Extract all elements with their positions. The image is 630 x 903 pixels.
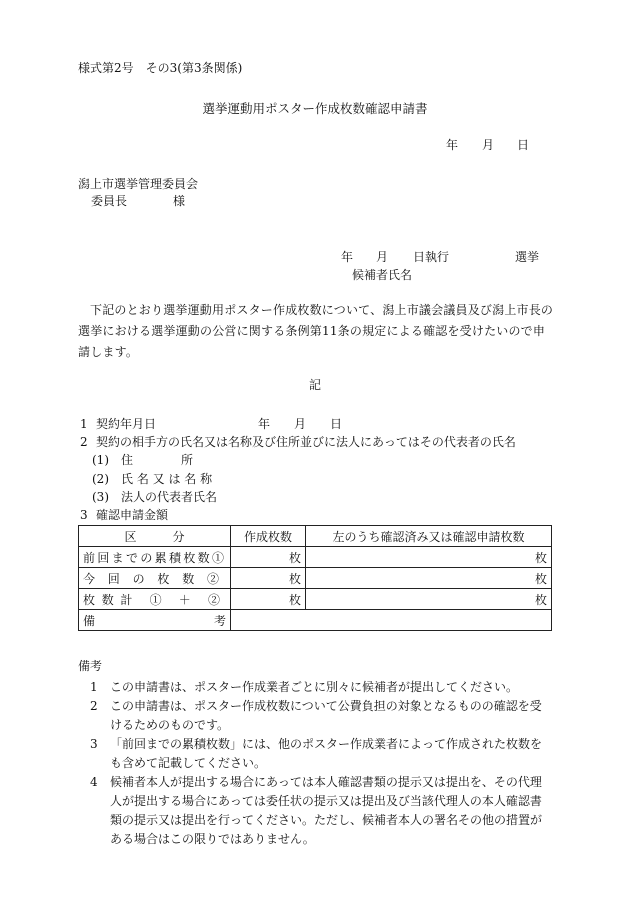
- row-label: 前回までの累積枚数①: [79, 547, 231, 568]
- unit-cell[interactable]: 枚: [306, 568, 552, 589]
- election-year: 年: [341, 250, 354, 264]
- contract-year: 年: [258, 417, 271, 431]
- table-row-remarks: [79, 610, 552, 631]
- item-number: 3: [80, 508, 88, 522]
- table-row: [79, 547, 552, 568]
- row-label: 枚数計 ① ＋ ②: [79, 589, 231, 610]
- header-category: 区 分: [79, 526, 231, 547]
- representative-label: 法人の代表者氏名: [121, 490, 218, 504]
- note-text: この申請書は、ポスター作成枚数について公費負担の対象となるものの確認を受けるためのものです。: [110, 699, 542, 732]
- name-label: 氏 名 又 は 名 称: [121, 472, 213, 486]
- table-row: [79, 568, 552, 589]
- unit-cell[interactable]: 枚: [231, 589, 306, 610]
- note-item: [90, 735, 552, 773]
- notes-heading: 備考: [78, 659, 103, 673]
- contract-day: 日: [330, 417, 343, 431]
- note-number: 3: [90, 737, 98, 751]
- note-number: 4: [90, 775, 98, 789]
- sub-number: (1): [92, 453, 109, 467]
- contract-date-label: 契約年月日: [96, 417, 157, 431]
- note-item: [90, 678, 552, 697]
- note-number: 2: [90, 699, 98, 713]
- sub-number: (3): [92, 490, 109, 504]
- document-title: 選挙運動用ポスター作成枚数確認申請書: [202, 101, 428, 116]
- date-year: 年: [446, 138, 459, 152]
- addressee-chair: 委員長: [91, 194, 128, 208]
- election-day: 日執行: [413, 250, 450, 264]
- table-row: [79, 589, 552, 610]
- note-text: 「前回までの累積枚数」には、他のポスター作成業者によって作成された枚数をも含めて記載してください。: [110, 737, 543, 770]
- table-header-row: [79, 526, 552, 547]
- addressee-sama: 様: [173, 194, 186, 208]
- form-number: 様式第2号 その3(第3条関係): [78, 61, 243, 75]
- remarks-label: 備考: [79, 610, 231, 631]
- note-item: [90, 697, 552, 735]
- date-day: 日: [517, 138, 530, 152]
- ki-heading: 記: [308, 378, 321, 392]
- item-number: 2: [80, 435, 88, 449]
- note-item: [90, 773, 552, 849]
- amount-label: 確認申請金額: [96, 508, 169, 522]
- addressee-org: 潟上市選挙管理委員会: [78, 177, 199, 191]
- note-text: この申請書は、ポスター作成業者ごとに別々に候補者が提出してください。: [110, 680, 519, 694]
- intro-paragraph: 下記のとおり選挙運動用ポスター作成枚数について、潟上市議会議員及び潟上市長の選挙における選挙運動の公営に関する条例第11条の規定による確認を受けたいので申請します。: [78, 303, 554, 359]
- remarks-cell[interactable]: [231, 610, 552, 631]
- header-confirmed: 左のうち確認済み又は確認申請枚数: [306, 526, 552, 547]
- sub-number: (2): [92, 472, 109, 486]
- candidate-name-label: 候補者氏名: [352, 268, 413, 282]
- unit-cell[interactable]: 枚: [306, 547, 552, 568]
- contract-month: 月: [294, 417, 307, 431]
- unit-cell[interactable]: 枚: [231, 547, 306, 568]
- poster-count-table: [78, 525, 552, 631]
- election-name: 選挙: [515, 250, 540, 264]
- unit-cell[interactable]: 枚: [231, 568, 306, 589]
- contractor-label: 契約の相手方の氏名又は名称及び住所並びに法人にあってはその代表者の氏名: [96, 435, 516, 449]
- note-text: 候補者本人が提出する場合にあっては本人確認書類の提示又は提出を、その代理人が提出する場合にあっては委任状の提示又は提出及び当該代理人の本人確認書類の提示又は提出を行ってください。ただし、候補者本人の署名その他の措置がある場合はこの限りではありません。: [110, 775, 543, 846]
- election-month: 月: [376, 250, 389, 264]
- header-created: 作成枚数: [231, 526, 306, 547]
- row-label: 今回の枚数②: [79, 568, 231, 589]
- item-number: 1: [80, 417, 88, 431]
- note-number: 1: [90, 680, 98, 694]
- unit-cell[interactable]: 枚: [306, 589, 552, 610]
- address-label: 住 所: [121, 453, 194, 467]
- date-month: 月: [482, 138, 495, 152]
